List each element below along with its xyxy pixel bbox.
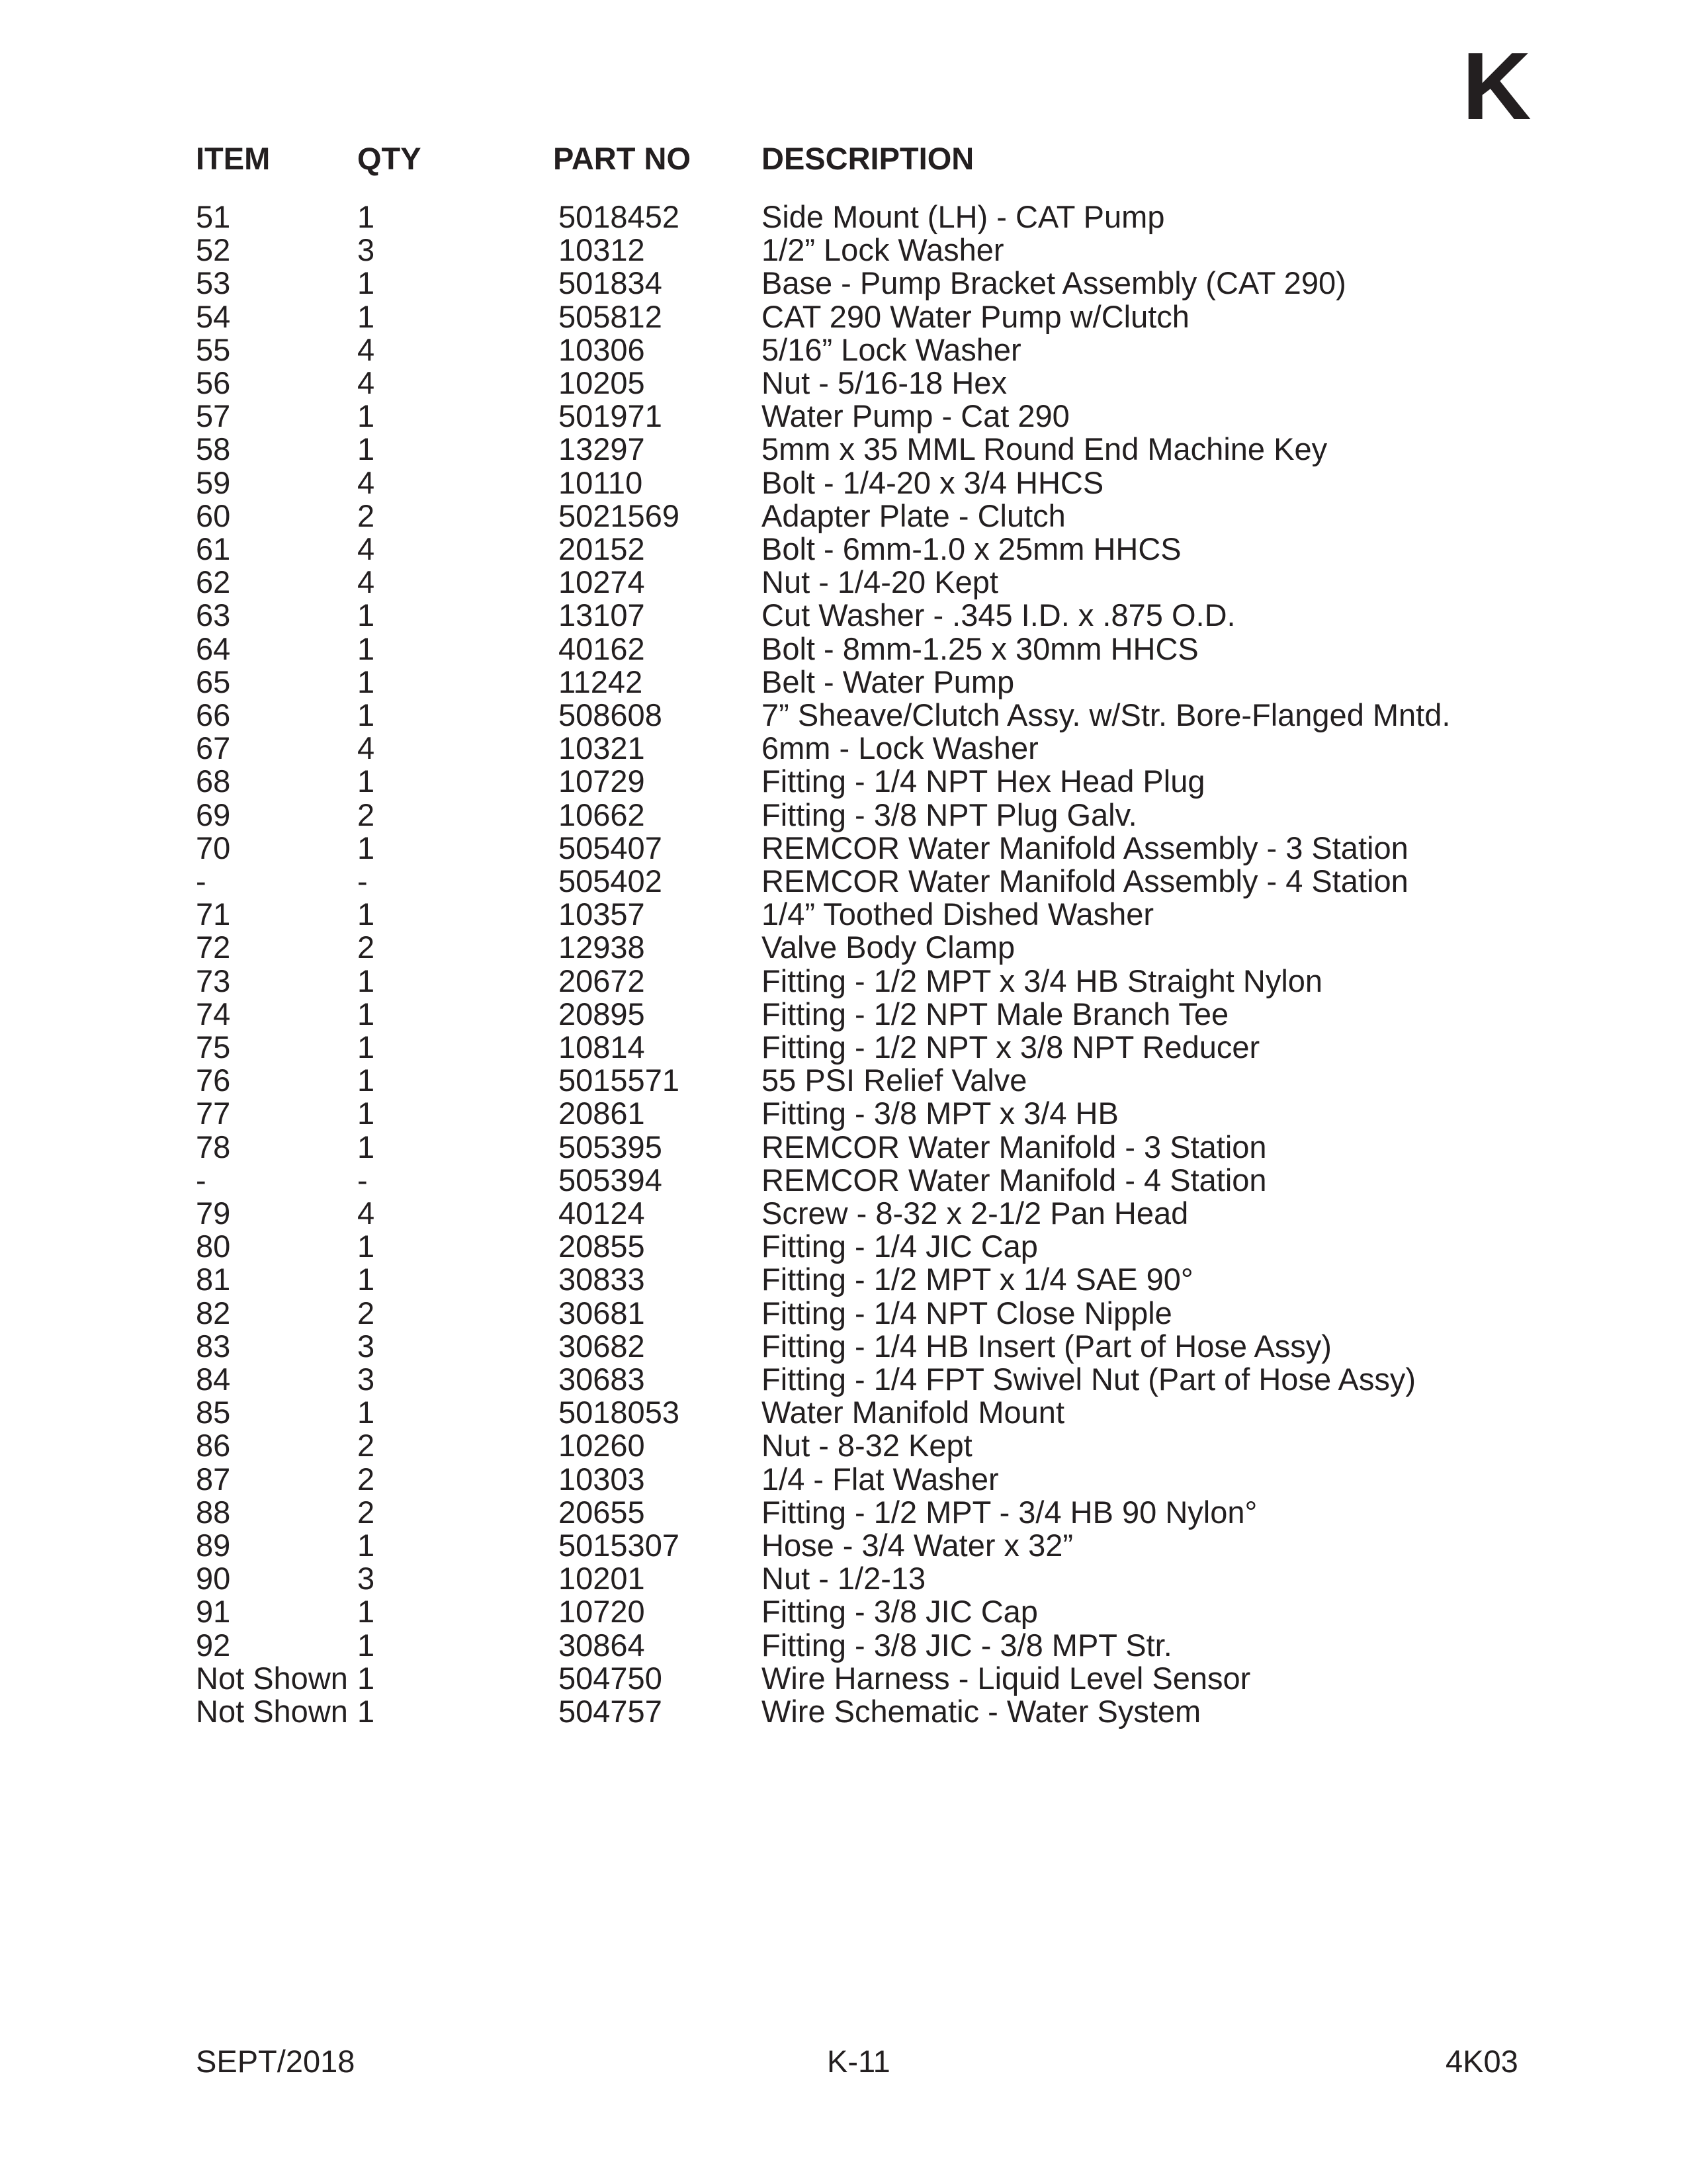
row-part-no: 11242 [558,664,643,699]
row-item: 81 [196,1262,231,1297]
row-item: 84 [196,1362,231,1397]
row-part-no: 40124 [558,1196,645,1231]
row-part-no: 20855 [558,1229,645,1264]
row-description: REMCOR Water Manifold Assembly - 4 Station [761,863,1408,898]
row-item: 70 [196,830,231,865]
row-item: Not Shown [196,1660,348,1696]
row-part-no: 504757 [558,1694,662,1729]
row-description: Fitting - 3/8 NPT Plug Galv. [761,797,1137,832]
row-qty: 4 [357,365,375,400]
row-qty: 1 [357,1262,375,1297]
header-qty: QTY [357,141,421,176]
row-qty: 1 [357,1096,375,1131]
row-item: 55 [196,331,231,367]
footer-page-number: K-11 [827,2044,890,2079]
row-qty: 1 [357,830,375,865]
row-part-no: 20672 [558,963,645,998]
row-part-no: 30682 [558,1328,645,1364]
row-part-no: 505394 [558,1162,662,1198]
row-description: REMCOR Water Manifold Assembly - 3 Station [761,830,1408,865]
row-item: 74 [196,996,231,1031]
footer-date: SEPT/2018 [196,2044,355,2079]
row-description: Fitting - 1/4 NPT Close Nipple [761,1295,1172,1331]
row-part-no: 30681 [558,1295,645,1331]
row-part-no: 10814 [558,1029,645,1065]
row-qty: 4 [357,331,375,367]
row-qty: 2 [357,498,375,533]
row-description: REMCOR Water Manifold - 3 Station [761,1129,1267,1164]
row-qty: 1 [357,896,375,932]
row-description: 6mm - Lock Washer [761,730,1039,766]
row-description: Fitting - 1/4 JIC Cap [761,1229,1038,1264]
row-item: 91 [196,1594,231,1630]
row-part-no: 10321 [558,730,645,766]
row-qty: - [357,863,368,898]
row-description: 1/2” Lock Washer [761,232,1004,268]
row-description: 1/4 - Flat Washer [761,1461,999,1497]
row-description: Nut - 1/2-13 [761,1561,926,1596]
row-item: 90 [196,1561,231,1596]
header-item: ITEM [196,141,271,176]
row-qty: 1 [357,963,375,998]
row-item: 86 [196,1428,231,1463]
row-qty: 1 [357,1395,375,1430]
row-qty: 1 [357,764,375,799]
row-qty: 4 [357,1196,375,1231]
row-description: Fitting - 3/8 MPT x 3/4 HB [761,1096,1119,1131]
row-description: Fitting - 1/2 MPT x 3/4 HB Straight Nylon [761,963,1323,998]
row-item: 56 [196,365,231,400]
row-description: Fitting - 1/2 MPT - 3/4 HB 90 Nylon° [761,1494,1258,1530]
row-qty: 4 [357,464,375,500]
row-qty: 2 [357,797,375,832]
row-qty: 1 [357,1594,375,1630]
row-qty: 2 [357,1295,375,1331]
row-qty: 1 [357,1129,375,1164]
row-part-no: 10306 [558,331,645,367]
row-item: 85 [196,1395,231,1430]
row-part-no: 5015307 [558,1528,679,1563]
row-item: 77 [196,1096,231,1131]
row-item: - [196,1162,206,1198]
row-qty: 3 [357,232,375,268]
row-item: 68 [196,764,231,799]
row-part-no: 20861 [558,1096,645,1131]
row-description: Nut - 5/16-18 Hex [761,365,1007,400]
row-part-no: 5018053 [558,1395,679,1430]
row-item: 88 [196,1494,231,1530]
row-qty: 1 [357,996,375,1031]
row-description: Bolt - 6mm-1.0 x 25mm HHCS [761,531,1182,566]
row-part-no: 12938 [558,930,645,965]
row-qty: 2 [357,1428,375,1463]
row-qty: 1 [357,1627,375,1663]
row-qty: 4 [357,564,375,600]
row-qty: 1 [357,431,375,467]
row-item: 63 [196,597,231,633]
footer-doc-code: 4K03 [1446,2044,1518,2079]
row-part-no: 505395 [558,1129,662,1164]
row-part-no: 504750 [558,1660,662,1696]
row-qty: 1 [357,398,375,434]
row-part-no: 20655 [558,1494,645,1530]
row-qty: - [357,1162,368,1198]
row-description: 5/16” Lock Washer [761,331,1021,367]
row-description: Hose - 3/4 Water x 32” [761,1528,1074,1563]
row-part-no: 10303 [558,1461,645,1497]
row-description: Cut Washer - .345 I.D. x .875 O.D. [761,597,1236,633]
row-description: REMCOR Water Manifold - 4 Station [761,1162,1267,1198]
row-description: Bolt - 8mm-1.25 x 30mm HHCS [761,631,1199,666]
row-description: Base - Pump Bracket Assembly (CAT 290) [761,265,1346,301]
row-description: 5mm x 35 MML Round End Machine Key [761,431,1328,467]
row-qty: 1 [357,1063,375,1098]
row-qty: 1 [357,697,375,732]
row-item: - [196,863,206,898]
row-description: Fitting - 1/4 FPT Swivel Nut (Part of Hose Assy) [761,1362,1416,1397]
row-description: Fitting - 3/8 JIC Cap [761,1594,1038,1630]
section-letter: K [1462,32,1532,140]
row-part-no: 505812 [558,298,662,334]
row-item: 66 [196,697,231,732]
row-part-no: 505407 [558,830,662,865]
row-item: 78 [196,1129,231,1164]
row-qty: 1 [357,298,375,334]
row-part-no: 10662 [558,797,645,832]
row-description: CAT 290 Water Pump w/Clutch [761,298,1190,334]
row-item: 58 [196,431,231,467]
row-part-no: 40162 [558,631,645,666]
row-qty: 3 [357,1328,375,1364]
row-description: Fitting - 1/2 NPT Male Branch Tee [761,996,1229,1031]
row-part-no: 10201 [558,1561,645,1596]
row-qty: 3 [357,1362,375,1397]
row-description: Side Mount (LH) - CAT Pump [761,199,1165,234]
row-part-no: 508608 [558,697,662,732]
row-part-no: 505402 [558,863,662,898]
row-qty: 4 [357,531,375,566]
row-item: 62 [196,564,231,600]
row-description: Valve Body Clamp [761,930,1016,965]
row-part-no: 10720 [558,1594,645,1630]
header-part-no: PART NO [553,141,691,176]
row-description: Water Manifold Mount [761,1395,1064,1430]
row-part-no: 10274 [558,564,645,600]
row-part-no: 10110 [558,464,643,500]
row-description: Fitting - 1/4 HB Insert (Part of Hose Assy) [761,1328,1332,1364]
row-part-no: 5021569 [558,498,679,533]
row-qty: 2 [357,1494,375,1530]
row-description: 1/4” Toothed Dished Washer [761,896,1154,932]
row-item: 51 [196,199,231,234]
row-qty: 1 [357,597,375,633]
row-part-no: 10729 [558,764,645,799]
row-item: 76 [196,1063,231,1098]
row-description: Wire Harness - Liquid Level Sensor [761,1660,1251,1696]
row-part-no: 20152 [558,531,645,566]
row-qty: 1 [357,1229,375,1264]
row-description: Fitting - 3/8 JIC - 3/8 MPT Str. [761,1627,1172,1663]
row-item: 53 [196,265,231,301]
row-description: Nut - 1/4-20 Kept [761,564,998,600]
row-qty: 1 [357,265,375,301]
row-part-no: 5015571 [558,1063,679,1098]
row-description: Water Pump - Cat 290 [761,398,1070,434]
row-item: 75 [196,1029,231,1065]
row-description: Fitting - 1/2 NPT x 3/8 NPT Reducer [761,1029,1260,1065]
row-qty: 4 [357,730,375,766]
row-description: Fitting - 1/4 NPT Hex Head Plug [761,764,1205,799]
row-item: 71 [196,896,231,932]
row-description: Fitting - 1/2 MPT x 1/4 SAE 90° [761,1262,1193,1297]
row-description: Belt - Water Pump [761,664,1015,699]
row-qty: 1 [357,664,375,699]
row-description: Nut - 8-32 Kept [761,1428,973,1463]
row-item: 87 [196,1461,231,1497]
row-item: 57 [196,398,231,434]
row-part-no: 30864 [558,1627,645,1663]
row-part-no: 13297 [558,431,645,467]
row-description: Wire Schematic - Water System [761,1694,1201,1729]
row-qty: 2 [357,1461,375,1497]
row-item: 80 [196,1229,231,1264]
row-qty: 2 [357,930,375,965]
row-part-no: 10312 [558,232,645,268]
row-item: 82 [196,1295,231,1331]
row-item: 52 [196,232,231,268]
header-description: DESCRIPTION [761,141,974,176]
row-item: Not Shown [196,1694,348,1729]
row-item: 79 [196,1196,231,1231]
row-qty: 1 [357,1694,375,1729]
row-part-no: 501834 [558,265,662,301]
row-part-no: 10205 [558,365,645,400]
row-item: 89 [196,1528,231,1563]
row-item: 59 [196,464,231,500]
row-item: 67 [196,730,231,766]
row-part-no: 30683 [558,1362,645,1397]
row-item: 64 [196,631,231,666]
row-part-no: 30833 [558,1262,645,1297]
row-part-no: 10357 [558,896,645,932]
row-item: 92 [196,1627,231,1663]
row-item: 65 [196,664,231,699]
row-description: 7” Sheave/Clutch Assy. w/Str. Bore-Flanged Mntd. [761,697,1451,732]
row-qty: 1 [357,1029,375,1065]
row-description: Adapter Plate - Clutch [761,498,1066,533]
row-item: 61 [196,531,231,566]
row-part-no: 5018452 [558,199,679,234]
row-item: 60 [196,498,231,533]
row-qty: 1 [357,199,375,234]
row-item: 69 [196,797,231,832]
row-item: 54 [196,298,231,334]
row-item: 72 [196,930,231,965]
row-description: Bolt - 1/4-20 x 3/4 HHCS [761,464,1104,500]
row-qty: 1 [357,631,375,666]
row-part-no: 10260 [558,1428,645,1463]
row-item: 73 [196,963,231,998]
row-part-no: 13107 [558,597,645,633]
row-qty: 1 [357,1660,375,1696]
row-description: 55 PSI Relief Valve [761,1063,1027,1098]
row-qty: 1 [357,1528,375,1563]
row-part-no: 20895 [558,996,645,1031]
row-qty: 3 [357,1561,375,1596]
row-description: Screw - 8-32 x 2-1/2 Pan Head [761,1196,1189,1231]
row-item: 83 [196,1328,231,1364]
row-part-no: 501971 [558,398,662,434]
